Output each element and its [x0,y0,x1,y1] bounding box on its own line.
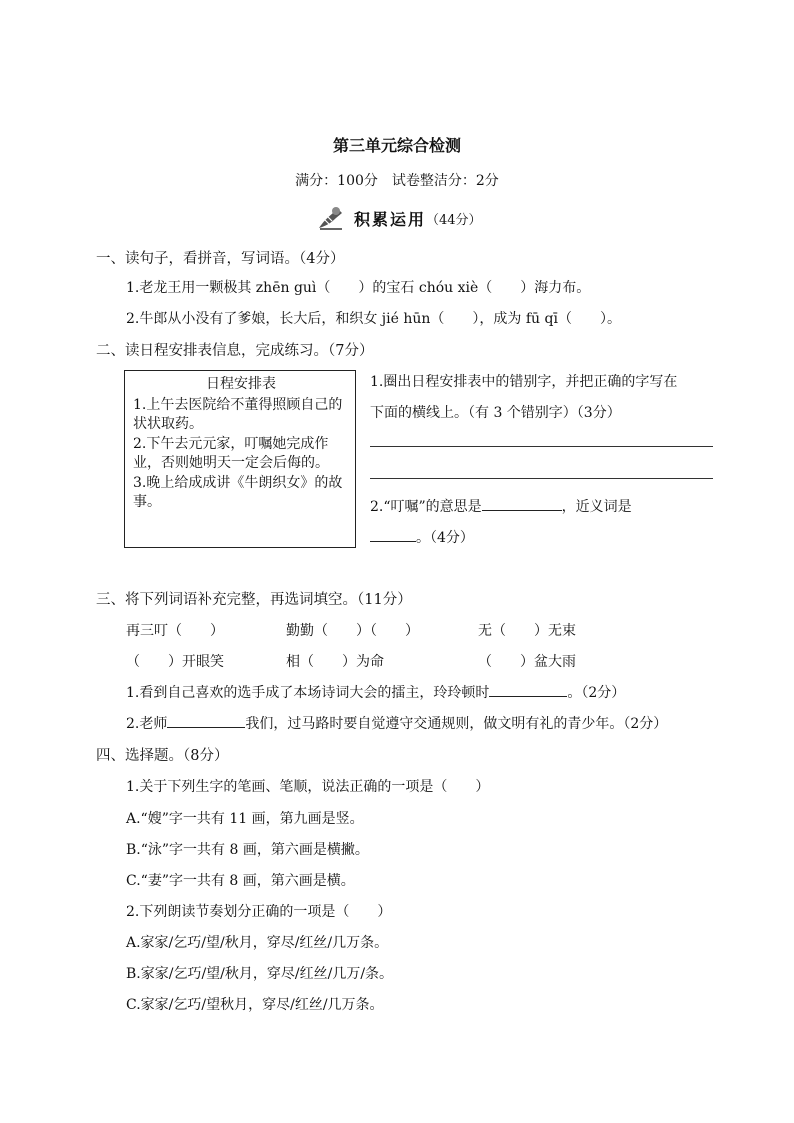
question-2-sub-1-line-2: 下面的横线上。（有 3 个错别字）（3分） [370,405,621,421]
question-2-sub-1-line-1: 1.圈出日程安排表中的错别字，并把正确的字写在 [370,374,678,390]
schedule-item: 2.下午去元元家，叮嘱她完成作业，否则她明天一定会后侮的。 [133,435,329,471]
option-c[interactable]: C.“妻”字一共有 8 画，第六画是横。 [126,873,355,889]
question-1-line-2: 2.牛郎从小没有了爹娘，长大后，和织女 jié hūn（ ），成为 fū qī（ ）。 [126,311,621,327]
option-b[interactable]: B.家家/乞巧/望/秋月，穿尽/红丝/几万/条。 [126,966,394,982]
option-a[interactable]: A.家家/乞巧/望/秋月，穿尽/红丝/几万条。 [126,935,389,951]
question-4-heading: 四、选择题。（8分） [96,748,229,764]
answer-line[interactable] [370,478,713,479]
sentence-text: 2.老师 [126,716,168,732]
section-title: 积累运用 [354,209,427,229]
question-2-sub-2-cont [370,527,474,547]
idiom-item: 相（ ）为命 [286,654,384,670]
answer-blank[interactable] [167,713,245,728]
sentence-text: 。（2分） [567,685,626,701]
page-title: 第三单元综合检测 [332,136,461,155]
schedule-item: 3.晚上给成成讲《牛朗织女》的故事。 [133,474,343,510]
question-2-sub-2 [370,496,632,516]
answer-line[interactable] [370,446,713,447]
schedule-item: 1.上午去医院给不董得照顾自己的状状取药。 [133,396,343,432]
answer-blank[interactable] [489,682,567,697]
question-2-sub-2-text: 。（4分） [416,530,474,546]
question-4-2-stem: 2.下列朗读节奏划分正确的一项是（ ） [126,904,392,920]
section-score: （44分） [426,212,482,228]
sentence-text: 我们，过马路时要自觉遵守交通规则，做文明有礼的青少年。（2分） [245,716,668,732]
pencil-mascot-icon [316,205,346,231]
schedule-title: 日程安排表 [206,376,276,392]
idiom-item: 再三叮（ ） [126,623,224,639]
idiom-item: 无（ ）无束 [478,623,576,639]
question-2-sub-2-text: ，近义词是 [561,499,632,515]
option-c[interactable]: C.家家/乞巧/望秋月，穿尽/红丝/几万条。 [126,997,384,1013]
idiom-item: （ ）盆大雨 [478,654,576,670]
option-a[interactable]: A.“嫂”字一共有 11 画，第九画是竖。 [126,811,364,827]
question-2-heading: 二、读日程安排表信息，完成练习。（7分） [96,343,374,359]
answer-blank[interactable] [370,527,416,542]
question-2-sub-2-text: 2.“叮嘱”的意思是 [370,499,482,515]
question-3-sentence-1 [126,682,625,702]
sentence-text: 1.看到自己喜欢的选手成了本场诗词大会的擂主，玲玲顿时 [126,685,490,701]
answer-blank[interactable] [482,496,562,511]
question-3-heading: 三、将下列词语补充完整，再选词填空。（11分） [96,592,412,608]
score-info: 满分：100分 试卷整洁分：2分 [295,173,499,189]
section-banner [316,205,482,231]
schedule-table [124,370,356,548]
idiom-item: （ ）开眼笑 [126,654,224,670]
question-4-1-stem: 1.关于下列生字的笔画、笔顺，说法正确的一项是（ ） [126,779,490,795]
question-1-line-1: 1.老龙王用一颗极其 zhēn guì（ ）的宝石 chóu xiè（ ）海力布。 [126,280,591,296]
option-b[interactable]: B.“泳”字一共有 8 画，第六画是横撇。 [126,842,369,858]
question-1-heading: 一、读句子，看拼音，写词语。（4分） [96,251,345,267]
idiom-item: 勤勤（ ）（ ） [286,623,419,639]
question-3-sentence-2 [126,713,667,733]
